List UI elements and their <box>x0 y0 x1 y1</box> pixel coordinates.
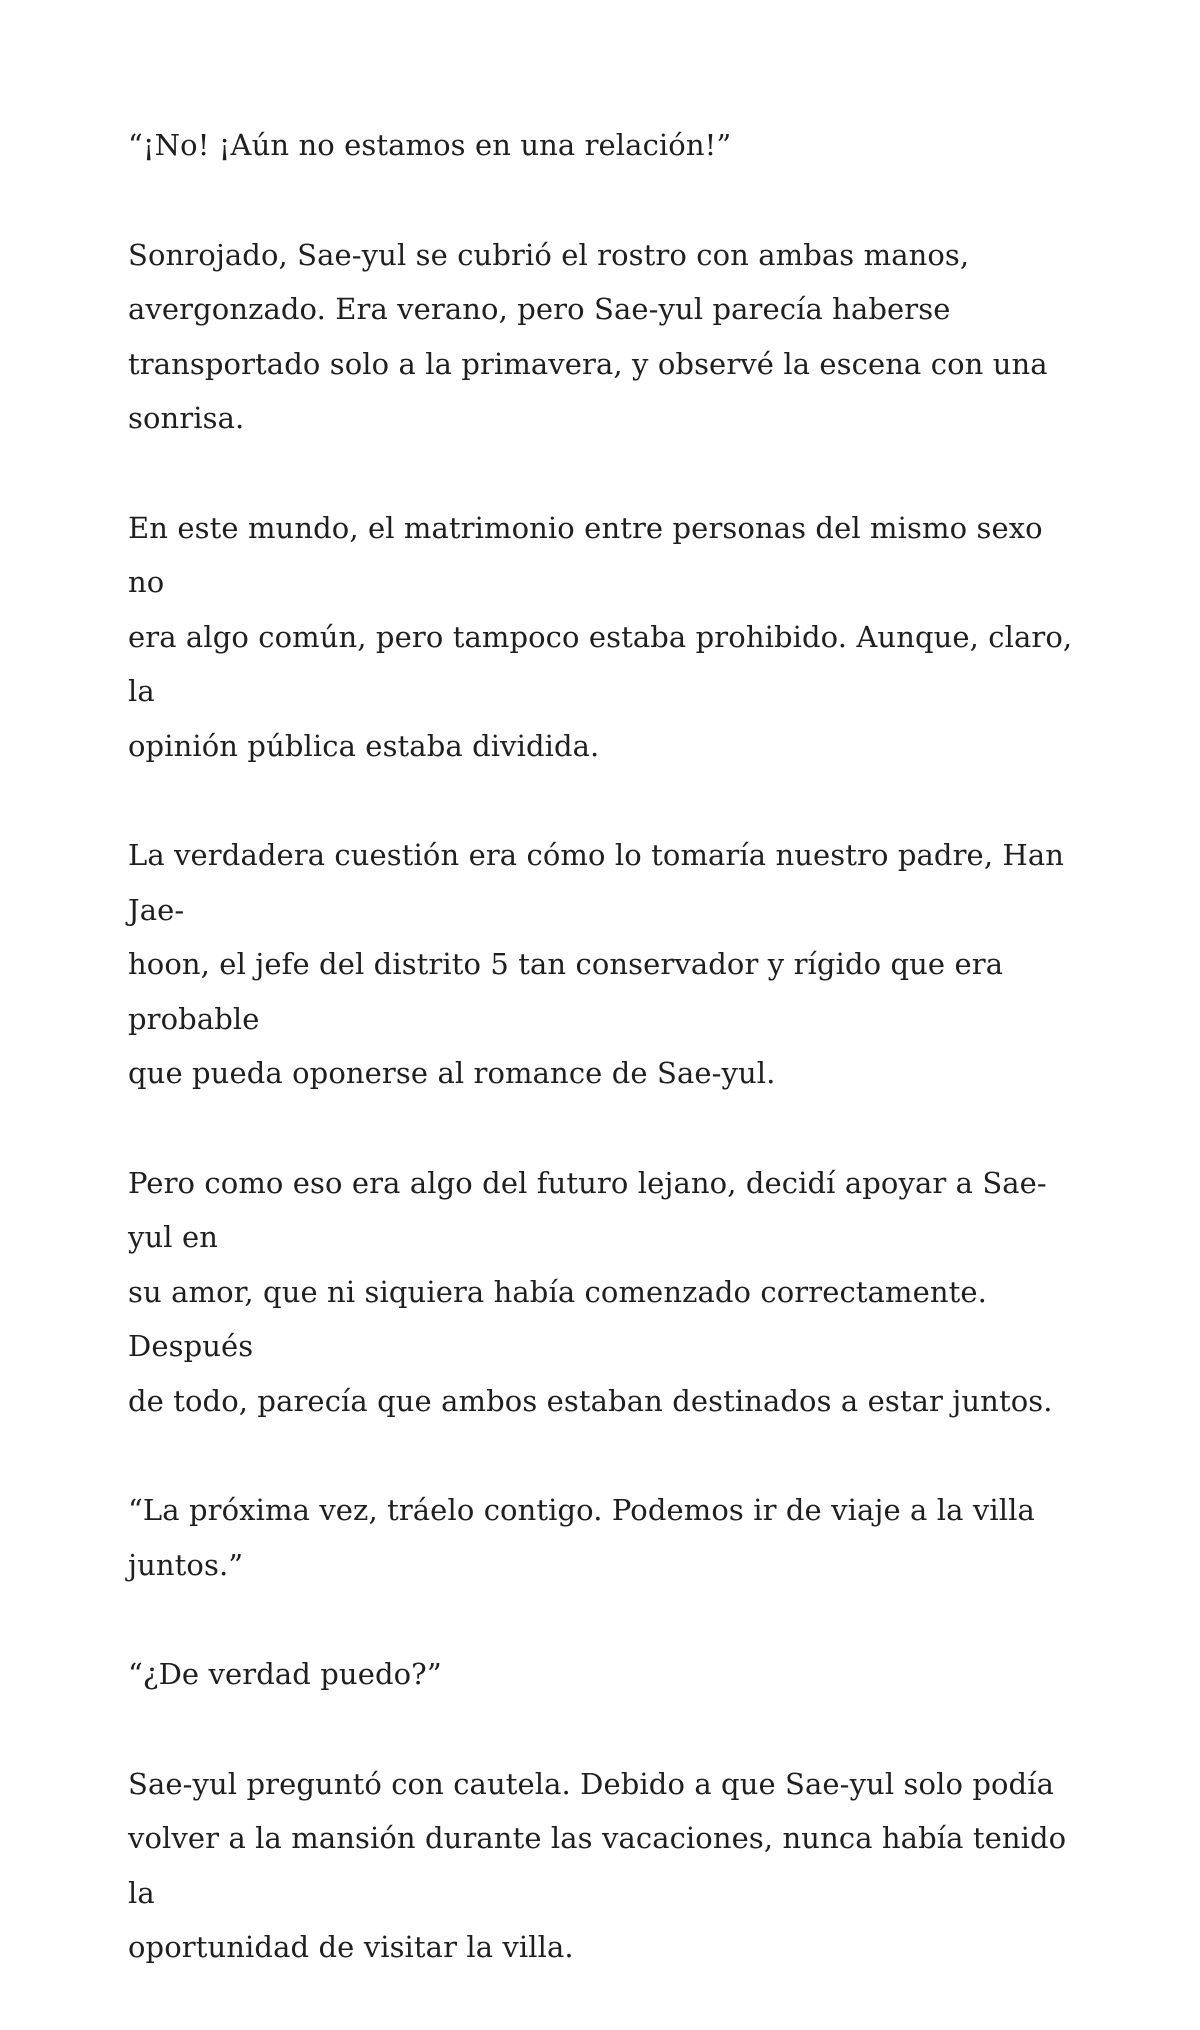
paragraph: Pero como eso era algo del futuro lejano, decidí apoyar a Sae-yul en su amor, que ni siquiera había comenzado correctamente. Después de todo, parecía que ambos estaban destinados a estar juntos. <box>128 1165 1053 1418</box>
paragraph: Sae-yul preguntó con cautela. Debido a que Sae-yul solo podía volver a la mansión durante las vacaciones, nunca había tenido la oportunidad de visitar la villa. <box>128 1766 1067 1964</box>
paragraph: “La próxima vez, tráelo contigo. Podemos ir de viaje a la villa juntos.” <box>128 1493 1035 1582</box>
paragraph: Sonrojado, Sae-yul se cubrió el rostro con ambas manos, avergonzado. Era verano, pero Sae-yul parecía haberse transportado solo a la primavera, y observé la escena con una sonrisa. <box>128 237 1048 435</box>
document-body <box>128 118 1080 2030</box>
paragraph: “¡No! ¡Aún no estamos en una relación!” <box>128 128 732 162</box>
paragraph: En este mundo, el matrimonio entre personas del mismo sexo no era algo común, pero tampoco estaba prohibido. Aunque, claro, la opinión pública estaba dividida. <box>128 510 1073 763</box>
paragraph: “¿De verdad puedo?” <box>128 1657 442 1691</box>
paragraph: La verdadera cuestión era cómo lo tomaría nuestro padre, Han Jae- hoon, el jefe del distrito 5 tan conservador y rígido que era probable que pueda oponerse al romance de Sae-yul. <box>128 838 1065 1090</box>
